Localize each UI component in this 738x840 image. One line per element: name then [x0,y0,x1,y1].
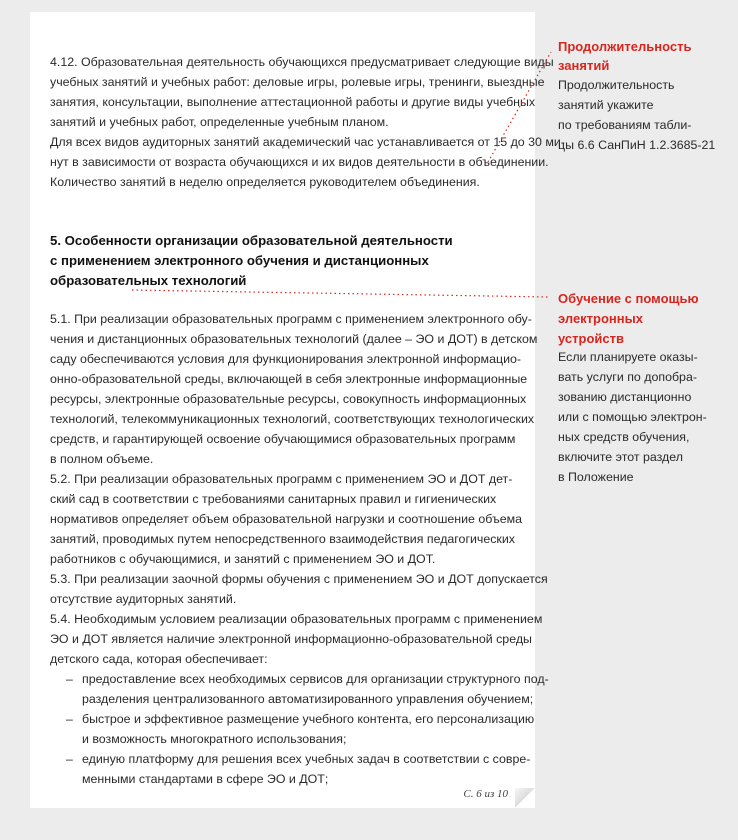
note-1-text-line-3: по требованиям табли- [558,118,692,132]
s5-line-7: средств, и гарантирующей освоение обучающимися образовательных программ [50,432,516,446]
note-2-text-line-1: Если планируете оказы- [558,350,698,364]
s5-line-16: 5.4. Необходимым условием реализации образовательных программ с применением [50,612,543,626]
s4-line-5: Для всех видов аудиторных занятий академический час устанавливается от 15 до 30 ми- [50,135,565,149]
s5-line-1: 5.1. При реализации образовательных программ с применением электронного обу- [50,312,532,326]
list-dash: – [66,712,73,726]
s5-line-17: ЭО и ДОТ является наличие электронной информационно-образовательной среды [50,632,532,646]
note-1-title-line-2: занятий [558,58,610,73]
s5-line-15: отсутствие аудиторных занятий. [50,592,237,606]
s5-line-4: онно-образовательной среды, включающей в себя электронные информационные [50,372,528,386]
list-item-3-line-1: единую платформу для решения всех учебных задач в соответствии с совре- [82,752,531,766]
note-2-title-line-2: электронных [558,311,643,326]
list-dash: – [66,752,73,766]
list-dash: – [66,672,73,686]
note-2-text-line-3: зованию дистанционно [558,390,692,404]
note-2-text-line-5: ных средств обучения, [558,430,690,444]
s5-line-5: ресурсы, электронные образовательные ресурсы, совокупность информационных [50,392,527,406]
list-item-2-line-2: и возможность многократного использования; [82,732,347,746]
note-2-title-line-3: устройств [558,331,624,346]
s5-line-2: чения и дистанционных образовательных технологий (далее – ЭО и ДОТ) в детском [50,332,538,346]
s5-line-11: нормативов определяет объем образовательной нагрузки и соотношение объема [50,512,523,526]
s4-line-1: 4.12. Образовательная деятельность обучающихся предусматривает следующие виды [50,55,554,69]
s5-line-14: 5.3. При реализации заочной формы обучения с применением ЭО и ДОТ допускается [50,572,548,586]
s4-line-4: занятий и учебных работ, определенные учебным планом. [50,115,389,129]
note-2-text-line-7: в Положение [558,470,634,484]
s5-line-3: саду обеспечиваются условия для функционирования электронной информацио- [50,352,522,366]
s5-line-18: детского сада, которая обеспечивает: [50,652,268,666]
list-item-2-line-1: быстрое и эффективное размещение учебного контента, его персонализацию [82,712,535,726]
list-item-3-line-2: менными стандартами в сфере ЭО и ДОТ; [82,772,329,786]
note-1-text-line-2: занятий укажите [558,98,654,112]
note-1-title-line-1: Продолжительность [558,39,692,54]
s5-line-13: работников с обучающимися, и занятий с применением ЭО и ДОТ. [50,552,436,566]
section-5-heading-line-3: образовательных технологий [50,273,247,288]
s4-line-6: нут в зависимости от возраста обучающихся и их видов деятельности в объединении. [50,155,549,169]
page-number: С. 6 из 10 [463,788,508,800]
s4-line-3: занятия, консультации, выполнение аттестационной работы и другие виды учебных [50,95,536,109]
list-item-1-line-2: разделения централизованного автоматизированного управления обучением; [82,692,534,706]
s5-line-9: 5.2. При реализации образовательных программ с применением ЭО и ДОТ дет- [50,472,513,486]
note-2-title-line-1: Обучение с помощью [558,291,699,306]
s5-line-10: ский сад в соответствии с требованиями санитарных правил и гигиенических [50,492,497,506]
note-1-text-line-4: цы 6.6 СанПиН 1.2.3685-21 [558,138,716,152]
s4-line-2: учебных занятий и учебных работ: деловые игры, ролевые игры, тренинги, выездные [50,75,545,89]
s5-line-6: технологий, телекоммуникационных технологий, соответствующих технологических [50,412,535,426]
page-corner-fold [515,788,535,808]
note-2-text-line-4: или с помощью электрон- [558,410,707,424]
s4-line-7: Количество занятий в неделю определяется руководителем объединения. [50,175,480,189]
section-5-heading-line-1: 5. Особенности организации образовательной деятельности [50,233,453,248]
s5-line-8: в полном объеме. [50,452,154,466]
note-2-text-line-2: вать услуги по допобра- [558,370,697,384]
list-item-1-line-1: предоставление всех необходимых сервисов для организации структурного под- [82,672,549,686]
section-5-heading-line-2: с применением электронного обучения и дистанционных [50,253,429,268]
note-1-text-line-1: Продолжительность [558,78,675,92]
s5-line-12: занятий, проводимых путем непосредственного взаимодействия педагогических [50,532,515,546]
note-2-text-line-6: включите этот раздел [558,450,683,464]
